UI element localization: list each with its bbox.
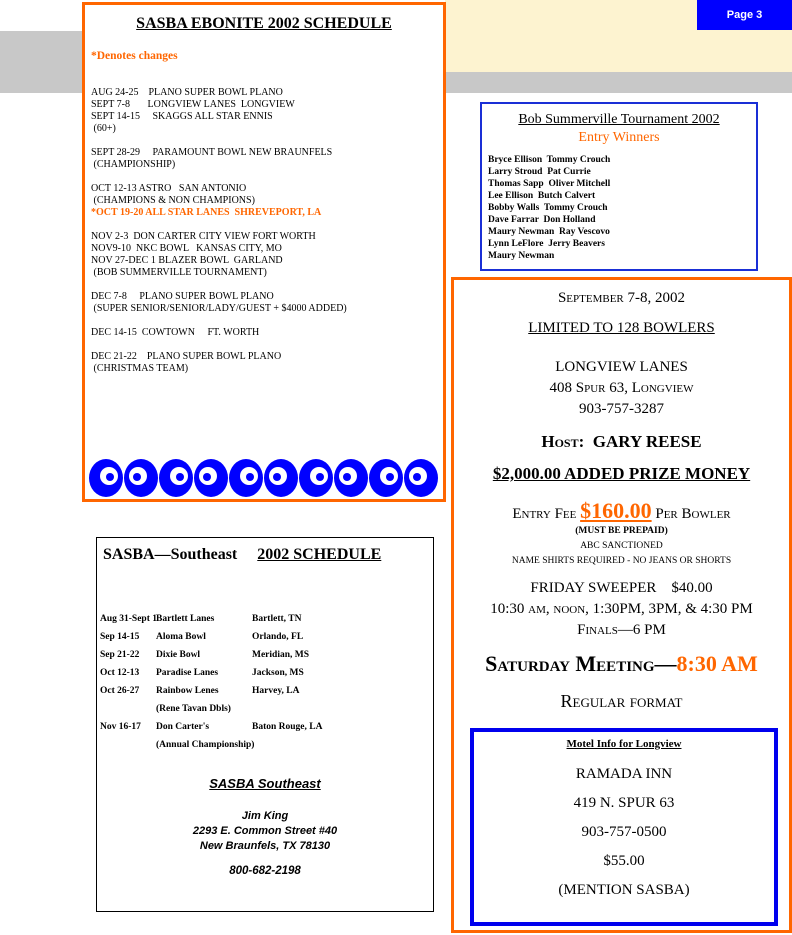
motel-price: $55.00 <box>603 853 645 869</box>
schedule-line: DEC 21-22 PLANO SUPER BOWL PLANO <box>91 351 282 362</box>
changes-note: *Denotes changes <box>91 50 178 62</box>
bob-summerville-box <box>480 102 758 271</box>
contact-name: Jim King <box>241 810 289 822</box>
row-date: Nov 16-17 <box>100 722 141 732</box>
row-city: Orlando, FL <box>252 632 304 642</box>
schedule-line: (CHRISTMAS TEAM) <box>91 363 189 374</box>
winner-pair: Larry Stroud Pat Currie <box>488 167 591 177</box>
southeast-contact <box>97 776 433 879</box>
meeting-time: 8:30 AM <box>676 651 758 676</box>
winner-pair: Lee Ellison Butch Calvert <box>488 191 596 201</box>
row-city: Jackson, MS <box>252 668 304 678</box>
row-date: Sep 21-22 <box>100 650 140 660</box>
venue-address: 408 Spur 63, Longview <box>549 380 694 396</box>
spacer <box>91 171 347 183</box>
ebonite-schedule-box <box>82 2 446 502</box>
row-venue: Rainbow Lenes <box>156 686 219 696</box>
row-date: Aug 31-Sept 1 <box>100 614 158 624</box>
motel-info-box <box>470 728 778 926</box>
winner-pair: Dave Farrar Don Holland <box>488 215 596 225</box>
motel-street: 419 N. SPUR 63 <box>573 795 675 811</box>
spacer <box>91 339 347 351</box>
schedule-line: DEC 14-15 COWTOWN FT. WORTH <box>91 327 260 338</box>
row-venue: Aloma Bowl <box>156 632 206 642</box>
row-venue: Don Carter's <box>156 722 210 732</box>
entry-fee-label: Entry Fee <box>512 506 577 522</box>
tournament-info-box <box>451 277 792 933</box>
prepaid-note: (MUST BE PREPAID) <box>575 526 668 536</box>
spacer <box>91 279 347 291</box>
row-venue: Dixie Bowl <box>156 650 201 660</box>
schedule-line: *OCT 19-20 ALL STAR LANES SHREVEPORT, LA <box>91 207 322 218</box>
format: Regular format <box>560 691 683 711</box>
winner-pair: Bobby Walls Tommy Crouch <box>488 203 608 213</box>
meeting-line <box>454 651 789 677</box>
row-venue: Bartlett Lanes <box>156 614 215 624</box>
contact-street: 2293 E. Common Street #40 <box>192 825 338 837</box>
tournament-date: September 7-8, 2002 <box>557 290 686 306</box>
entry-fee-amount: $160.00 <box>580 498 652 523</box>
row-venue: Paradise Lanes <box>156 668 219 678</box>
southeast-title-right: 2002 SCHEDULE <box>257 546 382 563</box>
abc-sanctioned: ABC SANCTIONED <box>580 541 663 551</box>
schedule-line: AUG 24-25 PLANO SUPER BOWL PLANO <box>91 87 283 98</box>
swirl-icon <box>299 459 333 497</box>
row-city: Harvey, LA <box>252 686 300 696</box>
entry-fee-suffix: Per Bowler <box>655 506 731 522</box>
spacer <box>91 219 347 231</box>
swirl-border-decoration <box>89 457 439 499</box>
schedule-line: NOV 27-DEC 1 BLAZER BOWL GARLAND <box>91 255 283 266</box>
southeast-title-left: SASBA—Southeast <box>103 546 238 563</box>
motel-phone: 903-757-0500 <box>581 824 667 840</box>
schedule-line: NOV9-10 NKC BOWL KANSAS CITY, MO <box>91 243 282 254</box>
ebonite-title: SASBA EBONITE 2002 SCHEDULE <box>136 15 392 32</box>
spacer <box>91 315 347 327</box>
motel-mention: (MENTION SASBA) <box>558 882 690 898</box>
venue-phone: 903-757-3287 <box>579 401 664 417</box>
row-venue: (Annual Championship) <box>156 740 255 750</box>
friday-sweeper: FRIDAY SWEEPER $40.00 <box>530 580 713 596</box>
motel-name: RAMADA INN <box>575 766 673 782</box>
host-name: GARY REESE <box>592 432 702 451</box>
schedule-line: NOV 2-3 DON CARTER CITY VIEW FORT WORTH <box>91 231 316 242</box>
schedule-line: SEPT 7-8 LONGVIEW LANES LONGVIEW <box>91 99 295 110</box>
sweeper-times: 10:30 am, noon, 1:30PM, 3PM, & 4:30 PM <box>490 601 753 617</box>
entry-fee-line <box>454 498 789 524</box>
winner-pair: Thomas Sapp Oliver Mitchell <box>488 179 611 189</box>
swirl-icon <box>404 459 438 497</box>
swirl-icon <box>229 459 263 497</box>
ebonite-schedule-list <box>91 87 347 375</box>
schedule-line: (CHAMPIONSHIP) <box>91 159 176 170</box>
row-city: Baton Rouge, LA <box>252 722 323 732</box>
contact-phone: 800-682-2198 <box>229 865 301 877</box>
spacer <box>91 135 347 147</box>
swirl-icon <box>264 459 298 497</box>
row-venue: (Rene Tavan Dbls) <box>156 704 231 714</box>
schedule-line: DEC 7-8 PLANO SUPER BOWL PLANO <box>91 291 274 302</box>
row-city: Bartlett, TN <box>252 614 302 624</box>
winners-list <box>488 154 610 262</box>
dress-code: NAME SHIRTS REQUIRED - NO JEANS OR SHORTS <box>511 556 732 566</box>
host-label: Host: <box>541 432 585 451</box>
bowler-limit: LIMITED TO 128 BOWLERS <box>528 320 715 336</box>
contact-city: New Braunfels, TX 78130 <box>199 840 331 852</box>
winner-pair: Maury Newman Ray Vescovo <box>488 227 610 237</box>
motel-heading: Motel Info for Longview <box>566 738 682 750</box>
winner-pair: Maury Newman <box>488 251 555 261</box>
swirl-icon <box>159 459 193 497</box>
entry-winners-subtitle: Entry Winners <box>578 130 660 145</box>
schedule-line: OCT 12-13 ASTRO SAN ANTONIO <box>91 183 247 194</box>
schedule-line: (60+) <box>91 123 116 134</box>
southeast-schedule-box <box>96 537 434 912</box>
winner-pair: Bryce Ellison Tommy Crouch <box>488 155 611 165</box>
venue-name: LONGVIEW LANES <box>555 359 688 375</box>
schedule-line: SEPT 28-29 PARAMOUNT BOWL NEW BRAUNFELS <box>91 147 333 158</box>
swirl-icon <box>89 459 123 497</box>
southeast-title <box>103 546 381 564</box>
swirl-icon <box>124 459 158 497</box>
winner-pair: Lynn LeFlore Jerry Beavers <box>488 239 605 249</box>
schedule-line: (SUPER SENIOR/SENIOR/LADY/GUEST + $4000 ADDED) <box>91 303 347 314</box>
schedule-line: (CHAMPIONS & NON CHAMPIONS) <box>91 195 255 206</box>
added-prize: $2,000.00 ADDED PRIZE MONEY <box>492 464 751 483</box>
swirl-icon <box>369 459 403 497</box>
host-line <box>454 432 789 452</box>
swirl-icon <box>334 459 368 497</box>
page-number-tab: Page 3 <box>697 0 792 30</box>
schedule-line: (BOB SUMMERVILLE TOURNAMENT) <box>91 267 267 278</box>
row-date: Sep 14-15 <box>100 632 140 642</box>
row-date: Oct 26-27 <box>100 686 140 696</box>
swirl-icon <box>194 459 228 497</box>
schedule-line: SEPT 14-15 SKAGGS ALL STAR ENNIS <box>91 111 273 122</box>
row-date: Oct 12-13 <box>100 668 140 678</box>
finals-time: Finals—6 PM <box>577 622 666 638</box>
meeting-label: Saturday Meeting— <box>485 651 677 676</box>
row-city: Meridian, MS <box>252 650 309 660</box>
contact-org: SASBA Southeast <box>209 776 321 791</box>
bob-summerville-title: Bob Summerville Tournament 2002 <box>518 112 720 127</box>
